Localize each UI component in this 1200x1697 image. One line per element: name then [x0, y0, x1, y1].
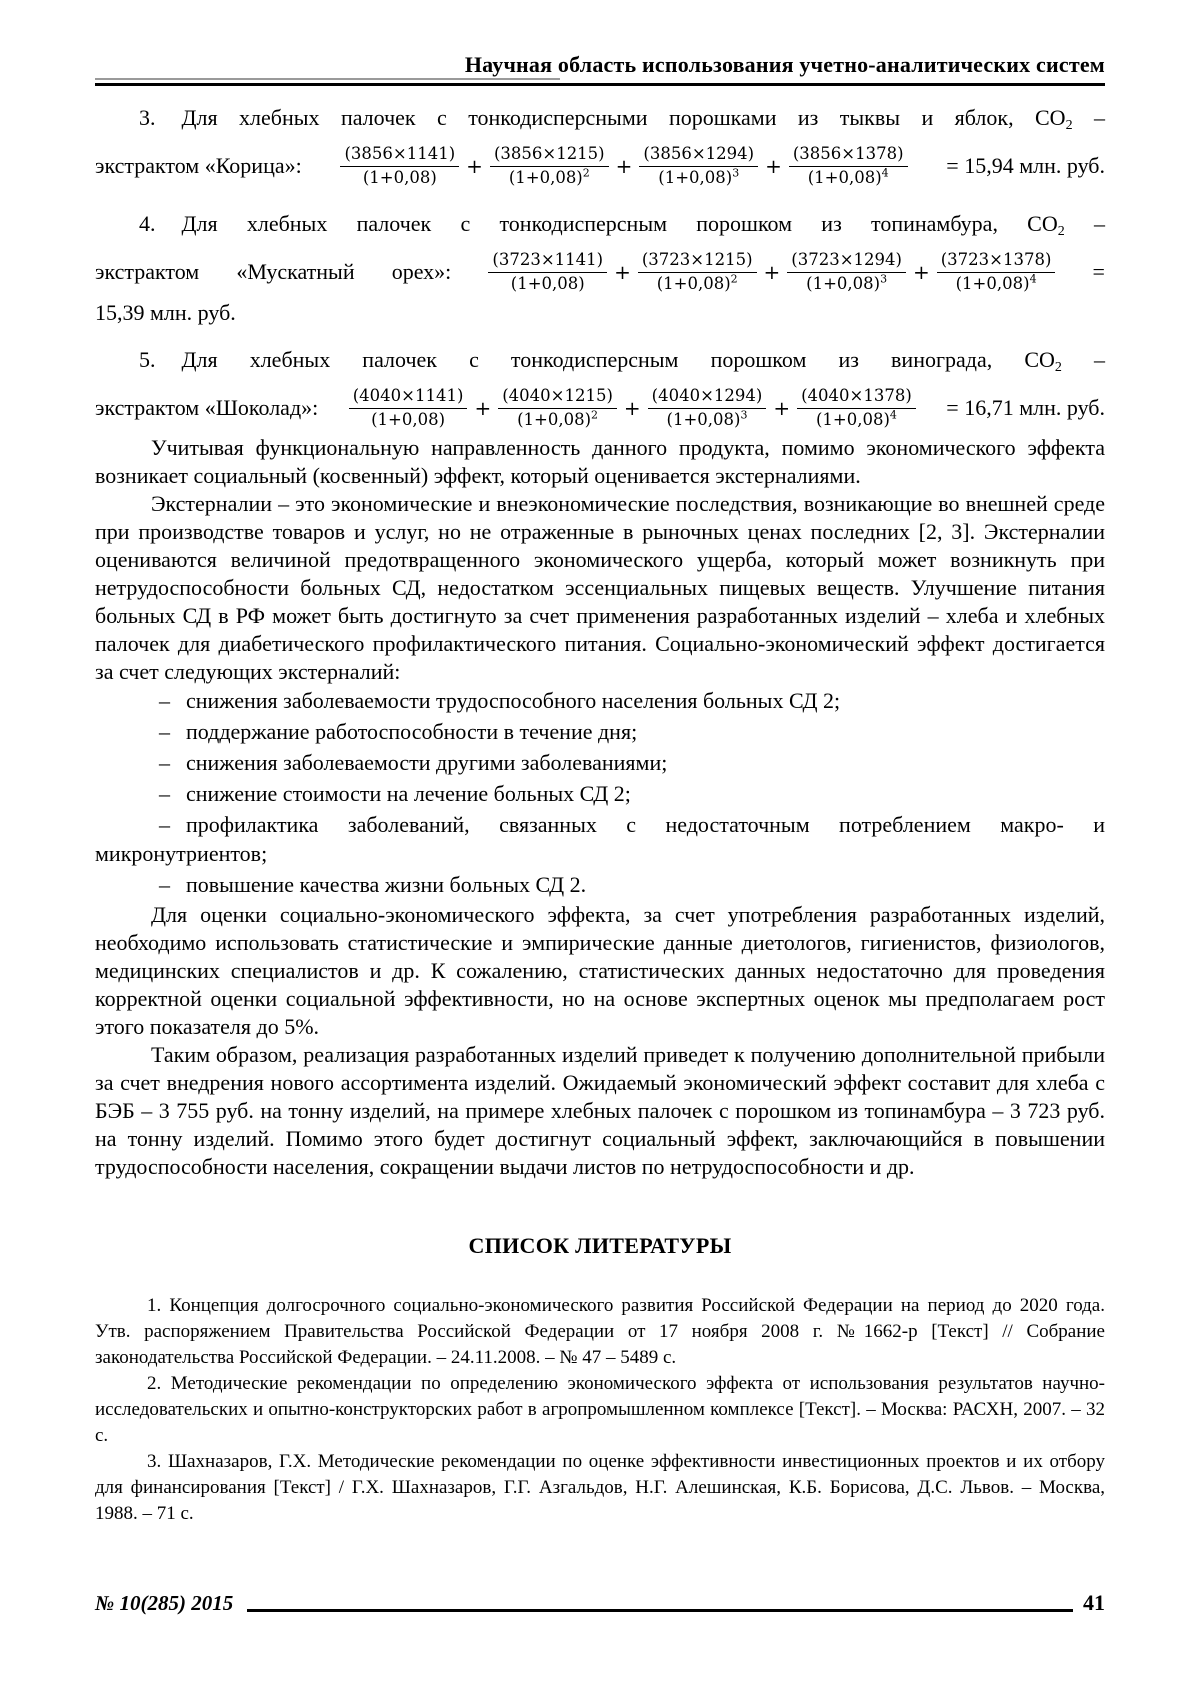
- item-5-intro: [95, 346, 1105, 382]
- list-item: [95, 748, 1105, 777]
- item-4-intro-tail: –: [1064, 211, 1105, 236]
- page-number: 41: [1083, 1590, 1105, 1615]
- fraction-denominator: [658, 167, 739, 189]
- fraction: [937, 250, 1056, 294]
- formula-4-row: [95, 246, 1105, 298]
- fraction-numerator: (3723×1141): [488, 250, 607, 273]
- formula-3-prefix: экстрактом «Корица»:: [95, 153, 302, 178]
- plus-operator: +: [763, 260, 781, 284]
- formula-5-fractions: [349, 386, 916, 430]
- fraction: [490, 144, 609, 188]
- fraction-denominator: [806, 273, 887, 295]
- denominator-base: (1+0,08): [362, 167, 437, 187]
- formula-4-prefix-word: экстрактом: [95, 259, 200, 284]
- fraction: [787, 250, 906, 294]
- plus-operator: +: [765, 154, 782, 178]
- co2-subscript: 2: [1054, 360, 1062, 375]
- dash-marker: –: [159, 812, 170, 837]
- fraction-denominator: [509, 167, 590, 189]
- fraction-exponent: 2: [582, 166, 590, 179]
- paragraph-externalii: Экстерналии – это экономические и внеэкономические последствия, возникающие во внешней среде при производстве товаров и услуг, но не отраженные в рыночных ценах последних [2, 3]. Экстерналии оцениваются величиной предотвращенного экономического ущерба, который может возникнуть при нетрудоспособности больных СД, недостатком эссенциальных пищевых веществ. Улучшение питания больных СД в РФ может быть достигнуто за счет применения разработанных изделий – хлеба и хлебных палочек для диабетического профилактического питания. Социально-экономический эффект достигается за счет следующих экстерналий:: [95, 491, 1105, 684]
- plus-operator: +: [466, 154, 483, 178]
- page-footer: [95, 1590, 1105, 1616]
- fraction-denominator: [363, 167, 437, 189]
- fraction-exponent: 3: [740, 408, 748, 421]
- formula-3-fractions: [340, 144, 907, 188]
- item-4-intro-text: Для хлебных палочек с тонкодисперсным порошком из топинамбура, СО: [181, 211, 1058, 236]
- denominator-base: (1+0,08): [371, 409, 446, 429]
- running-header-title: Научная область использования учетно-аналитических систем: [464, 52, 1105, 77]
- fraction: [789, 144, 908, 188]
- list-item: [95, 779, 1105, 808]
- fraction-exponent: 2: [591, 408, 599, 421]
- paragraph-dlya-ocenki: Для оценки социально-экономического эффекта, за счет употребления разработанных изделий, необходимо использовать статистические и эмпирические данные диетологов, гигиенистов, физиологов, медицинских специалистов и др. К сожалению, статистических данных недостаточно для проведения корректной оценки социальной эффективности, но на основе экспертных оценок мы предполагаем рост этого показателя до 5%.: [95, 902, 1105, 1039]
- denominator-base: (1+0,08): [656, 273, 731, 293]
- fraction-numerator: (3856×1378): [789, 144, 908, 167]
- formula-4-fractions: [488, 250, 1055, 294]
- formula-4-prefix-word: «Мускатный: [236, 259, 355, 284]
- co2-subscript: 2: [1065, 118, 1073, 133]
- fraction: [349, 386, 468, 430]
- list-item-text: снижение стоимости на лечение больных СД 2;: [186, 781, 631, 806]
- fraction-numerator: (3723×1215): [638, 250, 757, 273]
- equals-operator: =: [1092, 259, 1105, 284]
- plus-operator: +: [474, 396, 492, 420]
- fraction-denominator: [816, 409, 897, 431]
- fraction-denominator: [667, 409, 748, 431]
- formula-3-result: = 15,94 млн. руб.: [946, 153, 1105, 178]
- fraction: [488, 250, 607, 294]
- list-item-text: поддержание работоспособности в течение дня;: [186, 719, 638, 744]
- fraction: [639, 144, 758, 188]
- fraction-numerator: (4040×1294): [648, 386, 767, 409]
- item-5-intro-tail: –: [1061, 347, 1106, 372]
- plus-operator: +: [614, 260, 631, 284]
- item-5-number: 5.: [139, 347, 156, 372]
- fraction-numerator: (3856×1141): [340, 144, 459, 167]
- formula-5-result: = 16,71 млн. руб.: [946, 395, 1105, 420]
- item-3-intro-tail: –: [1072, 105, 1105, 130]
- denominator-base: (1+0,08): [658, 167, 733, 187]
- formula-4-prefix-word: орех»:: [391, 259, 452, 284]
- denominator-base: (1+0,08): [955, 273, 1030, 293]
- fraction-denominator: [808, 167, 889, 189]
- fraction-numerator: (3723×1378): [937, 250, 1056, 273]
- dash-marker: –: [159, 688, 170, 713]
- plus-operator: +: [615, 154, 633, 178]
- formula-4-result: 15,39 млн. руб.: [95, 300, 236, 325]
- list-item: [95, 810, 1105, 868]
- plus-operator: +: [912, 260, 930, 284]
- plus-operator: +: [773, 396, 791, 420]
- dash-marker: –: [159, 872, 170, 897]
- fraction: [797, 386, 916, 430]
- journal-issue: № 10(285) 2015: [95, 1591, 234, 1615]
- paragraph-takim-obrazom: Таким образом, реализация разработанных изделий приведет к получению дополнительной прибыли за счет внедрения нового ассортимента изделий. Ожидаемый экономический эффект составит для хлеба с БЭБ – 3 755 руб. на тонну изделий, на примере хлебных палочек с порошком из топинамбура – 3 723 руб. на тонну изделий. Помимо этого будет достигнут социальный эффект, заключающийся в повышении трудоспособности населения, сокращении выдачи листов по нетрудоспособности и др.: [95, 1042, 1105, 1179]
- fraction-numerator: (4040×1215): [498, 386, 617, 409]
- list-item: [95, 686, 1105, 715]
- item-5-intro-text: Для хлебных палочек с тонкодисперсным порошком из винограда, СО: [181, 347, 1055, 372]
- fraction: [498, 386, 617, 430]
- fraction-numerator: (3856×1215): [490, 144, 609, 167]
- denominator-base: (1+0,08): [806, 273, 881, 293]
- list-item-text: профилактика заболеваний, связанных с недостаточным потреблением макро- и микронутриентов;: [95, 812, 1105, 866]
- dash-marker: –: [159, 719, 170, 744]
- item-3-number: 3.: [139, 105, 156, 130]
- reference-item: 1. Концепция долгосрочного социально-экономического развития Российской Федерации на период до 2020 года. Утв. распоряжением Правительства Российской Федерации от 17 ноября 2008 г. №1662-р [Текст] // Собрание законодательства Российской Федерации. – 24.11.2008. – № 47 – 5489 с.: [95, 1295, 1105, 1368]
- formula-3-row: [95, 140, 1105, 192]
- denominator-base: (1+0,08): [510, 273, 585, 293]
- fraction-denominator: [511, 273, 585, 295]
- fraction-exponent: 3: [732, 166, 740, 179]
- fraction-exponent: 4: [1029, 272, 1037, 285]
- fraction-exponent: 4: [889, 408, 897, 421]
- plus-operator: +: [623, 396, 641, 420]
- fraction-denominator: [371, 409, 445, 431]
- fraction-numerator: (4040×1378): [797, 386, 916, 409]
- formula-5-row: [95, 382, 1105, 434]
- dash-marker: –: [159, 750, 170, 775]
- fraction-numerator: (4040×1141): [349, 386, 468, 409]
- fraction: [340, 144, 459, 188]
- denominator-base: (1+0,08): [666, 409, 741, 429]
- denominator-base: (1+0,08): [815, 409, 890, 429]
- list-item-text: снижения заболеваемости другими заболеваниями;: [186, 750, 668, 775]
- formula-5-prefix: экстрактом «Шоколад»:: [95, 395, 319, 420]
- item-4-intro: [95, 210, 1105, 246]
- list-item-text: снижения заболеваемости трудоспособного населения больных СД 2;: [186, 688, 841, 713]
- denominator-base: (1+0,08): [517, 409, 592, 429]
- references-heading: СПИСОК ЛИТЕРАТУРЫ: [468, 1233, 732, 1258]
- item-3-intro-text: Для хлебных палочек с тонкодисперсными порошками из тыквы и яблок, СО: [181, 105, 1066, 130]
- running-header: [95, 52, 1105, 86]
- fraction-exponent: 2: [730, 272, 738, 285]
- header-rule: [95, 83, 1105, 86]
- list-item-text: повышение качества жизни больных СД 2.: [186, 872, 587, 897]
- footer-rule: [247, 1609, 1073, 1612]
- item-3-intro: [95, 104, 1105, 140]
- fraction-denominator: [956, 273, 1037, 295]
- dash-marker: –: [159, 781, 170, 806]
- fraction: [638, 250, 757, 294]
- fraction-exponent: 4: [881, 166, 889, 179]
- fraction-denominator: [517, 409, 598, 431]
- fraction-denominator: [657, 273, 738, 295]
- fraction-exponent: 3: [880, 272, 888, 285]
- list-item: [95, 717, 1105, 746]
- fraction: [648, 386, 767, 430]
- item-4-number: 4.: [139, 211, 156, 236]
- fraction-numerator: (3723×1294): [787, 250, 906, 273]
- co2-subscript: 2: [1057, 224, 1065, 239]
- reference-item: 2. Методические рекомендации по определению экономического эффекта от использования результатов научно-исследовательских и опытно-конструкторских работ в агропромышленном комплексе [Текст]. – Москва: РАСХН, 2007. – 32 с.: [95, 1373, 1105, 1446]
- denominator-base: (1+0,08): [508, 167, 583, 187]
- paragraph-uchityvaya: Учитывая функциональную направленность данного продукта, помимо экономического эффекта возникает социальный (косвенный) эффект, который оценивается экстерналиями.: [95, 435, 1105, 488]
- fraction-numerator: (3856×1294): [639, 144, 758, 167]
- list-item: [95, 870, 1105, 899]
- reference-item: 3. Шахназаров, Г.Х. Методические рекомендации по оценке эффективности инвестиционных проектов и их отбору для финансирования [Текст] / Г.Х. Шахназаров, Г.Г. Азгальдов, Н.Г. Алешинская, К.Б. Борисова, Д.С. Львов. – Москва, 1988. – 71 с.: [95, 1451, 1105, 1524]
- denominator-base: (1+0,08): [807, 167, 882, 187]
